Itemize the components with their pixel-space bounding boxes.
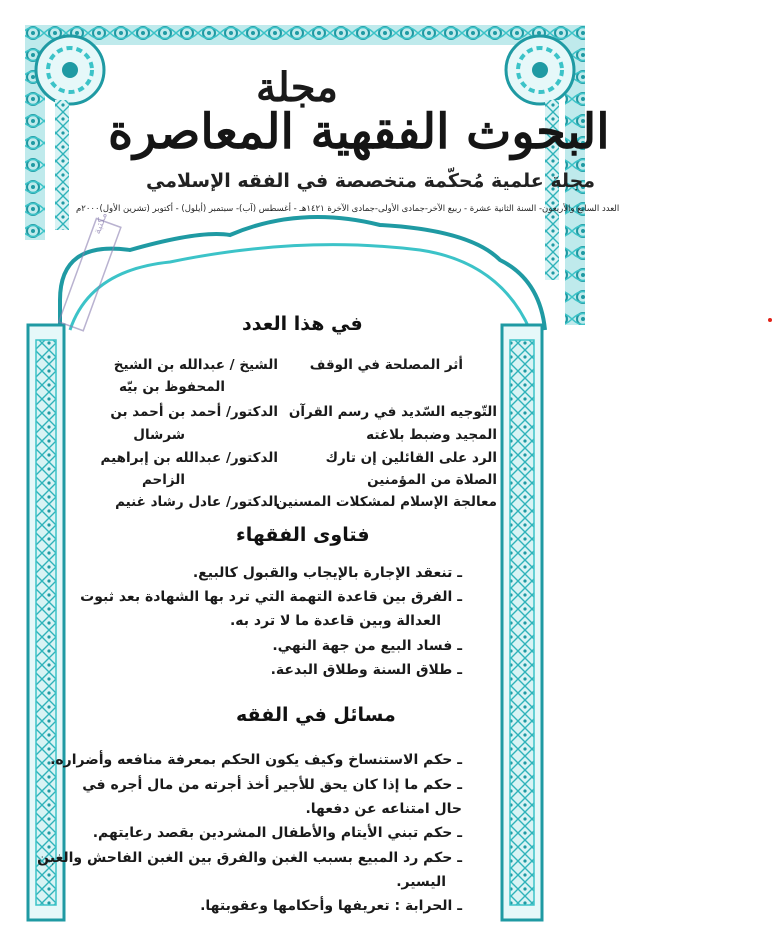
masail-item: ـ حكم الاستنساخ وكيف يكون الحكم بمعرفة منافعه وأضراره. <box>50 752 462 768</box>
library-stamp-text: مكتبة <box>92 211 110 236</box>
masail-item-cont: حال امتناعه عن دفعها. <box>305 801 462 817</box>
top-border-band <box>25 25 585 45</box>
fatawa-item: ـ الفرق بين قاعدة التهمة التي ترد بها الشهادة بعد ثبوت <box>80 589 462 605</box>
library-stamp <box>59 218 121 330</box>
red-dot-mark <box>768 318 772 322</box>
fatawa-item: ـ تنعقد الإجارة بالإيجاب والقبول كالبيع. <box>192 565 462 581</box>
contents-heading: في هذا العدد <box>242 313 363 335</box>
article-author-cont: الزاحم <box>141 472 185 488</box>
masail-item: ـ الحرابة : تعريفها وأحكامها وعقوبتها. <box>200 898 462 914</box>
corner-ornament-top-left <box>36 36 104 104</box>
issue-info: العدد السابع والأربعون- السنة الثانية عشرة - ربيع الآخر-جمادى الأولى-جمادى الآخرة ١٤٢١هـ - أغسطس (آب)- سبتمبر (أيلول) - أكتوبر (تشرين الأول)٢٠٠٠م <box>76 204 620 214</box>
article-author-cont: المحفوظ بن بيّه <box>118 379 225 395</box>
article-author: الشيخ / عبدالله بن الشيخ <box>113 357 278 373</box>
article-title-cont: الصلاة من المؤمنين <box>367 472 497 488</box>
article-title: أثر المصلحة في الوقف <box>309 357 463 373</box>
article-title-cont: المجيد وضبط بلاغته <box>366 427 497 443</box>
masail-item-cont: اليسير. <box>396 874 446 890</box>
fatawa-item-cont: العدالة وبين قاعدة ما لا ترد به. <box>229 613 441 629</box>
article-author-cont: شرشال <box>133 427 185 443</box>
magazine-word: مجلة <box>256 64 338 111</box>
article-author: الدكتور/ أحمد بن أحمد بن <box>110 404 278 420</box>
article-title: معالجة الإسلام لمشكلات المسنين <box>275 494 497 510</box>
article-title: الرد على القائلين إن تارك <box>325 450 497 466</box>
article-author: الدكتور/ عبدالله بن إبراهيم <box>100 450 278 466</box>
masail-item: ـ حكم تبني الأيتام والأطفال المشردين بقصد رعايتهم. <box>92 825 462 841</box>
inner-left-strip <box>55 100 69 230</box>
masail-item: ـ حكم ما إذا كان يحق للأجير أخذ أجرته من مال أجره في <box>82 777 462 793</box>
masail-heading: مسائل في الفقه <box>236 704 396 726</box>
fatawa-item: ـ فساد البيع من جهة النهي. <box>272 638 462 654</box>
magazine-title: البحوث الفقهية المعاصرة <box>108 104 610 160</box>
article-title: التّوجيه السّديد في رسم القرآن <box>288 404 497 420</box>
masail-item: ـ حكم رد المبيع بسبب الغبن والفرق بين الغبن الفاحش والغبن <box>37 850 462 866</box>
fatawa-item: ـ طلاق السنة وطلاق البدعة. <box>270 662 462 678</box>
corner-ornament-top-right <box>506 36 574 104</box>
fatawa-heading: فتاوى الفقهاء <box>236 524 370 546</box>
article-author: الدكتور/ عادل رشاد غنيم <box>115 494 278 510</box>
magazine-subtitle: مجلة علمية مُحكّمة متخصصة في الفقه الإسلامي <box>146 170 596 192</box>
